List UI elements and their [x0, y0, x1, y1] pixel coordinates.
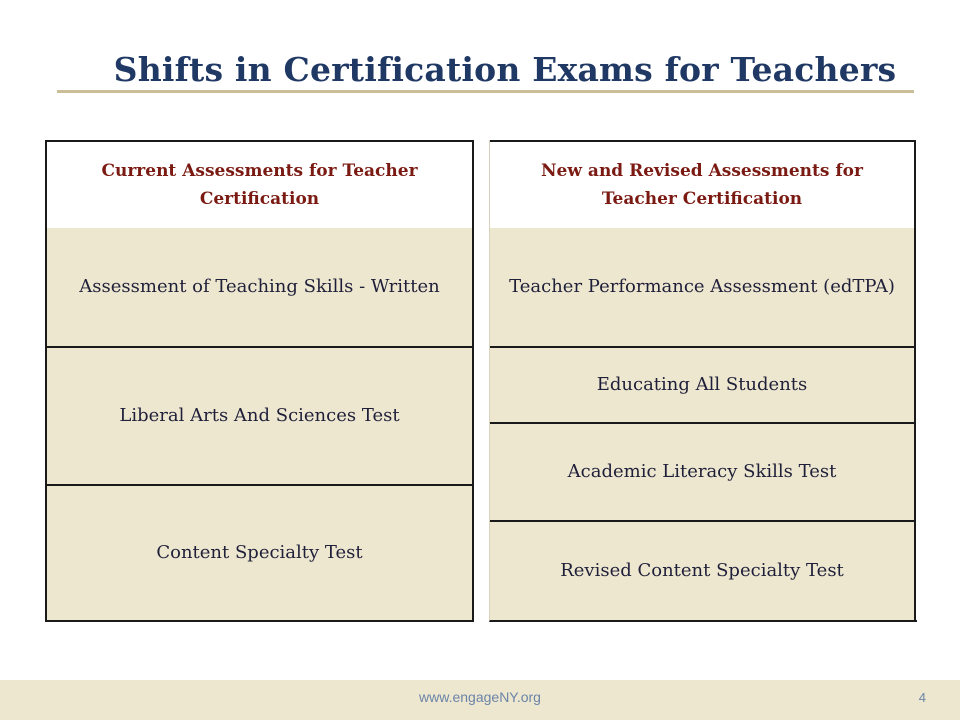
table-row: Teacher Performance Assessment (edTPA) — [490, 228, 916, 346]
page-number: 4 — [918, 690, 926, 705]
table-row: Content Specialty Test — [47, 484, 474, 620]
table-row: Educating All Students — [490, 346, 916, 422]
new-assessments-table — [489, 140, 917, 622]
new-assessments-header: New and Revised Assessments for Teacher Certification — [490, 140, 916, 228]
slide-title: Shifts in Certification Exams for Teachers — [113, 50, 897, 89]
table-row: Revised Content Specialty Test — [490, 520, 916, 620]
table-row: Assessment of Teaching Skills - Written — [47, 228, 474, 346]
current-assessments-header: Current Assessments for Teacher Certification — [47, 140, 474, 228]
table-row: Academic Literacy Skills Test — [490, 422, 916, 520]
title-underline — [57, 90, 914, 93]
table-row: Liberal Arts And Sciences Test — [47, 346, 474, 484]
current-assessments-table — [45, 140, 474, 622]
footer-bar — [0, 680, 960, 720]
footer-url[interactable]: www.engageNY.org — [419, 689, 541, 705]
